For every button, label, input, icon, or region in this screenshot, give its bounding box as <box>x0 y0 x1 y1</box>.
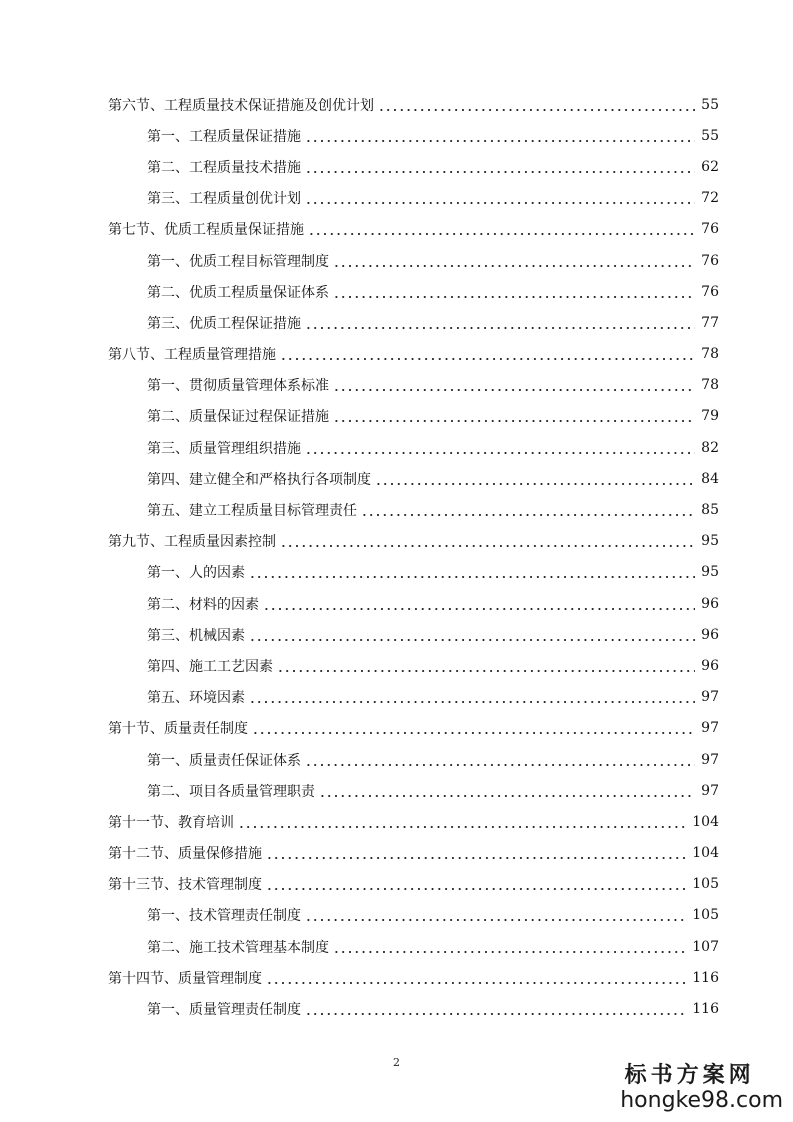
toc-entry-page-number: 96 <box>701 657 719 674</box>
toc-section-entry <box>108 713 719 744</box>
toc-dot-leader <box>305 318 695 332</box>
toc-entry-page-number: 85 <box>701 502 719 519</box>
toc-subsection-entry <box>147 370 719 401</box>
toc-entry-label: 第六节、工程质量技术保证措施及创优计划 <box>108 97 374 114</box>
toc-dot-leader <box>378 100 695 114</box>
toc-entry-page-number: 78 <box>701 346 719 363</box>
toc-entry-label: 第四、施工工艺因素 <box>147 658 273 675</box>
toc-entry-label: 第二、材料的因素 <box>147 596 259 613</box>
toc-dot-leader <box>333 287 695 301</box>
toc-section-entry <box>108 962 719 993</box>
toc-dot-leader <box>305 910 686 924</box>
toc-subsection-entry <box>147 650 719 681</box>
toc-dot-leader <box>249 630 695 644</box>
toc-dot-leader <box>333 380 695 394</box>
toc-dot-leader <box>266 848 686 862</box>
toc-section-entry <box>108 526 719 557</box>
toc-dot-leader <box>305 193 695 207</box>
toc-entry-label: 第七节、优质工程质量保证措施 <box>108 222 304 239</box>
toc-dot-leader <box>280 349 695 363</box>
toc-entry-page-number: 96 <box>701 626 719 643</box>
toc-section-entry <box>108 806 719 837</box>
toc-entry-page-number: 104 <box>692 845 719 862</box>
toc-entry-label: 第一、工程质量保证措施 <box>147 128 301 145</box>
toc-entry-label: 第一、质量责任保证体系 <box>147 752 301 769</box>
toc-dot-leader <box>238 817 686 831</box>
toc-dot-leader <box>319 786 695 800</box>
toc-entry-page-number: 97 <box>701 751 719 768</box>
toc-entry-page-number: 55 <box>701 127 719 144</box>
toc-entry-page-number: 105 <box>692 907 719 924</box>
toc-subsection-entry <box>147 931 719 962</box>
toc-dot-leader <box>280 536 695 550</box>
toc-section-entry <box>108 214 719 245</box>
toc-entry-label: 第三、质量管理组织措施 <box>147 440 301 457</box>
toc-dot-leader <box>308 224 695 238</box>
toc-dot-leader <box>333 411 695 425</box>
toc-entry-label: 第二、优质工程质量保证体系 <box>147 284 329 301</box>
toc-entry-label: 第三、机械因素 <box>147 627 245 644</box>
toc-entry-label: 第十二节、质量保修措施 <box>108 846 262 863</box>
toc-entry-page-number: 76 <box>701 252 719 269</box>
watermark-title: 标书方案网 <box>624 1062 755 1088</box>
toc-subsection-entry <box>147 588 719 619</box>
toc-entry-label: 第一、人的因素 <box>147 565 245 582</box>
toc-entry-page-number: 116 <box>692 1001 719 1018</box>
toc-entry-label: 第十四节、质量管理制度 <box>108 970 262 987</box>
toc-dot-leader <box>361 505 695 519</box>
toc-entry-page-number: 97 <box>701 720 719 737</box>
toc-entry-page-number: 82 <box>701 439 719 456</box>
toc-entry-page-number: 62 <box>701 158 719 175</box>
toc-entry-page-number: 97 <box>701 782 719 799</box>
toc-subsection-entry <box>147 619 719 650</box>
toc-subsection-entry <box>147 120 719 151</box>
toc-entry-page-number: 105 <box>692 876 719 893</box>
toc-entry-label: 第八节、工程质量管理措施 <box>108 347 276 364</box>
toc-subsection-entry <box>147 401 719 432</box>
toc-dot-leader <box>375 474 695 488</box>
toc-entry-label: 第一、技术管理责任制度 <box>147 908 301 925</box>
toc-subsection-entry <box>147 183 719 214</box>
toc-subsection-entry <box>147 432 719 463</box>
toc-entry-page-number: 79 <box>701 408 719 425</box>
toc-entry-page-number: 76 <box>701 283 719 300</box>
toc-entry-label: 第一、优质工程目标管理制度 <box>147 253 329 270</box>
toc-section-entry <box>108 838 719 869</box>
toc-entry-page-number: 84 <box>701 470 719 487</box>
toc-dot-leader <box>277 661 695 675</box>
toc-dot-leader <box>305 1004 686 1018</box>
watermark-url: hongke98.com <box>620 1088 783 1113</box>
toc-entry-page-number: 104 <box>692 813 719 830</box>
toc-entry-label: 第九节、工程质量因素控制 <box>108 534 276 551</box>
toc-entry-label: 第十一节、教育培训 <box>108 814 234 831</box>
toc-entry-label: 第五、环境因素 <box>147 690 245 707</box>
toc-section-entry <box>108 89 719 120</box>
toc-dot-leader <box>333 256 695 270</box>
toc-subsection-entry <box>147 307 719 338</box>
toc-subsection-entry <box>147 494 719 525</box>
toc-dot-leader <box>305 755 695 769</box>
table-of-contents <box>0 89 793 1025</box>
toc-entry-page-number: 95 <box>701 564 719 581</box>
toc-dot-leader <box>252 723 695 737</box>
toc-entry-label: 第三、工程质量创优计划 <box>147 191 301 208</box>
toc-entry-label: 第五、建立工程质量目标管理责任 <box>147 503 357 520</box>
toc-entry-label: 第一、质量管理责任制度 <box>147 1002 301 1019</box>
page-number: 2 <box>393 1056 400 1069</box>
toc-subsection-entry <box>147 463 719 494</box>
toc-entry-page-number: 77 <box>701 314 719 331</box>
toc-subsection-entry <box>147 557 719 588</box>
toc-entry-page-number: 97 <box>701 689 719 706</box>
toc-subsection-entry <box>147 245 719 276</box>
toc-entry-page-number: 116 <box>692 969 719 986</box>
toc-entry-label: 第十三节、技术管理制度 <box>108 877 262 894</box>
toc-entry-page-number: 76 <box>701 221 719 238</box>
toc-entry-page-number: 95 <box>701 533 719 550</box>
toc-entry-page-number: 72 <box>701 190 719 207</box>
toc-subsection-entry <box>147 151 719 182</box>
toc-entry-label: 第四、建立健全和严格执行各项制度 <box>147 471 371 488</box>
toc-dot-leader <box>333 942 686 956</box>
toc-entry-label: 第三、优质工程保证措施 <box>147 315 301 332</box>
toc-subsection-entry <box>147 682 719 713</box>
toc-dot-leader <box>249 692 695 706</box>
toc-entry-label: 第二、项目各质量管理职责 <box>147 783 315 800</box>
toc-dot-leader <box>266 879 686 893</box>
toc-entry-label: 第二、工程质量技术措施 <box>147 159 301 176</box>
toc-entry-page-number: 78 <box>701 377 719 394</box>
toc-dot-leader <box>263 599 695 613</box>
toc-entry-label: 第一、贯彻质量管理体系标准 <box>147 378 329 395</box>
watermark-logo <box>620 1062 783 1114</box>
toc-entry-page-number: 96 <box>701 595 719 612</box>
toc-entry-page-number: 55 <box>701 96 719 113</box>
toc-entry-label: 第二、质量保证过程保证措施 <box>147 409 329 426</box>
toc-entry-label: 第二、施工技术管理基本制度 <box>147 939 329 956</box>
toc-subsection-entry <box>147 993 719 1024</box>
toc-dot-leader <box>266 973 686 987</box>
toc-entry-page-number: 107 <box>692 938 719 955</box>
toc-dot-leader <box>249 567 695 581</box>
toc-subsection-entry <box>147 775 719 806</box>
toc-dot-leader <box>305 131 695 145</box>
toc-subsection-entry <box>147 276 719 307</box>
toc-entry-label: 第十节、质量责任制度 <box>108 721 248 738</box>
toc-subsection-entry <box>147 744 719 775</box>
toc-subsection-entry <box>147 900 719 931</box>
toc-dot-leader <box>305 443 695 457</box>
toc-section-entry <box>108 869 719 900</box>
toc-dot-leader <box>305 162 695 176</box>
toc-section-entry <box>108 339 719 370</box>
